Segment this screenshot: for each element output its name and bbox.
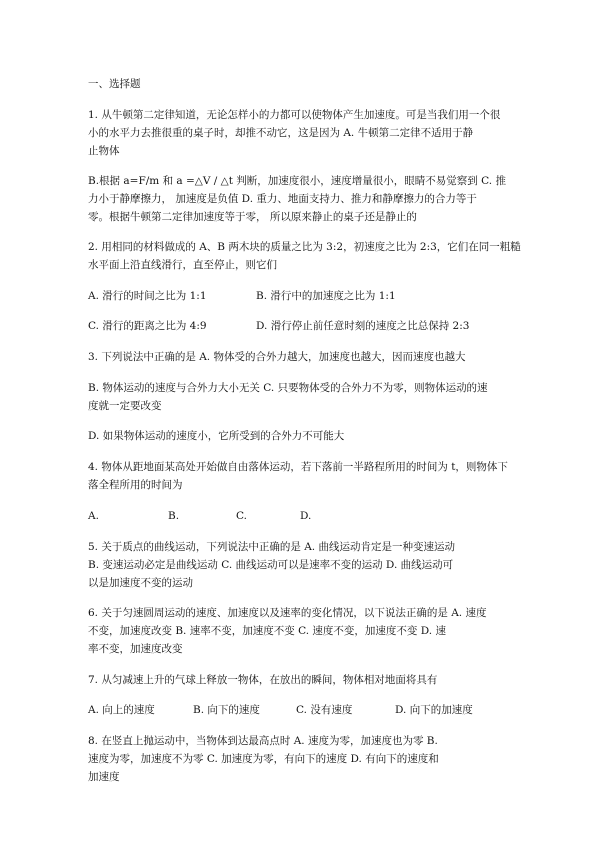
q3-option-line-2: 度就一定要改变 — [88, 400, 162, 412]
q7-option-a: A. 向上的速度 — [88, 704, 155, 716]
q8-line-3: 加速度 — [88, 771, 120, 783]
q2-line-1: 2. 用相同的材料做成的 A、B 两木块的质量之比为 3:2，初速度之比为 2:3，它们在同一粗糙 — [88, 241, 521, 253]
q5-line-3: 以是加速度不变的运动 — [88, 577, 193, 589]
section-title: 一、选择题 — [88, 78, 141, 90]
q4-line-1: 4. 物体从距地面某高处开始做自由落体运动，若下落前一半路程所用的时间为 t，则物体下 — [88, 461, 508, 473]
q2-option-c: C. 滑行的距离之比为 4:9 — [88, 320, 207, 332]
q2-option-b: B. 滑行中的加速度之比为 1:1 — [256, 290, 396, 302]
q7-option-d: D. 向下的加速度 — [395, 704, 473, 716]
q3-line-1: 3. 下列说法中正确的是 A. 物体受的合外力越大，加速度也越大，因而速度也越大 — [88, 351, 466, 363]
q3-option-line-1: B. 物体运动的速度与合外力大小无关 C. 只要物体受的合外力不为零，则物体运动的速 — [88, 382, 488, 394]
q7-option-b: B. 向下的速度 — [193, 704, 260, 716]
q2-line-2: 水平面上沿直线滑行，直至停止，则它们 — [88, 259, 277, 271]
q5-line-1: 5. 关于质点的曲线运动，下列说法中正确的是 A. 曲线运动肯定是一种变速运动 — [88, 541, 455, 553]
q4-option-d: D. — [300, 510, 312, 522]
q1-option-line-1: B.根据 a=F/m 和 a =△V / △t 判断，加速度很小，速度增量很小，眼睛不易觉察到 C. 推 — [88, 175, 506, 187]
q5-line-2: B. 变速运动必定是曲线运动 C. 曲线运动可以是速率不变的运动 D. 曲线运动可 — [88, 559, 454, 571]
q6-line-3: 率不变，加速度改变 — [88, 643, 183, 655]
q8-line-1: 8. 在竖直上抛运动中，当物体到达最高点时 A. 速度为零，加速度也为零 B. — [88, 735, 438, 747]
q7-option-c: C. 没有速度 — [296, 704, 353, 716]
q6-line-2: 不变，加速度改变 B. 速率不变，加速度不变 C. 速度不变，加速度不变 D. 速 — [88, 625, 446, 637]
q1-line-2: 小的水平力去推很重的桌子时，却推不动它，这是因为 A. 牛顿第二定律不适用于静 — [88, 127, 474, 139]
q1-line-3: 止物体 — [88, 145, 120, 157]
q3-option-d: D. 如果物体运动的速度小，它所受到的合外力不可能大 — [88, 430, 345, 442]
q4-option-c: C. — [236, 510, 247, 522]
q8-line-2: 速度为零，加速度不为零 C. 加速度为零，有向下的速度 D. 有向下的速度和 — [88, 753, 439, 765]
q1-line-1: 1. 从牛顿第二定律知道，无论怎样小的力都可以使物体产生加速度。可是当我们用一个很 — [88, 109, 501, 121]
q4-option-b: B. — [168, 510, 180, 522]
q4-line-2: 落全程所用的时间为 — [88, 479, 183, 491]
q6-line-1: 6. 关于匀速圆周运动的速度、加速度以及速率的变化情况，以下说法正确的是 A. 速度 — [88, 607, 487, 619]
q1-option-line-3: 零。根据牛顿第二定律加速度等于零， 所以原来静止的桌子还是静止的 — [88, 211, 417, 223]
q2-option-a: A. 滑行的时间之比为 1:1 — [88, 290, 207, 302]
q7-line-1: 7. 从匀减速上升的气球上释放一物体，在放出的瞬间，物体相对地面将具有 — [88, 674, 438, 686]
q4-option-a: A. — [88, 510, 99, 522]
q2-option-d: D. 滑行停止前任意时刻的速度之比总保持 2:3 — [256, 320, 470, 332]
q1-option-line-2: 力小于静摩擦力， 加速度是负值 D. 重力、地面支持力、推力和静摩擦力的合力等于 — [88, 193, 477, 205]
